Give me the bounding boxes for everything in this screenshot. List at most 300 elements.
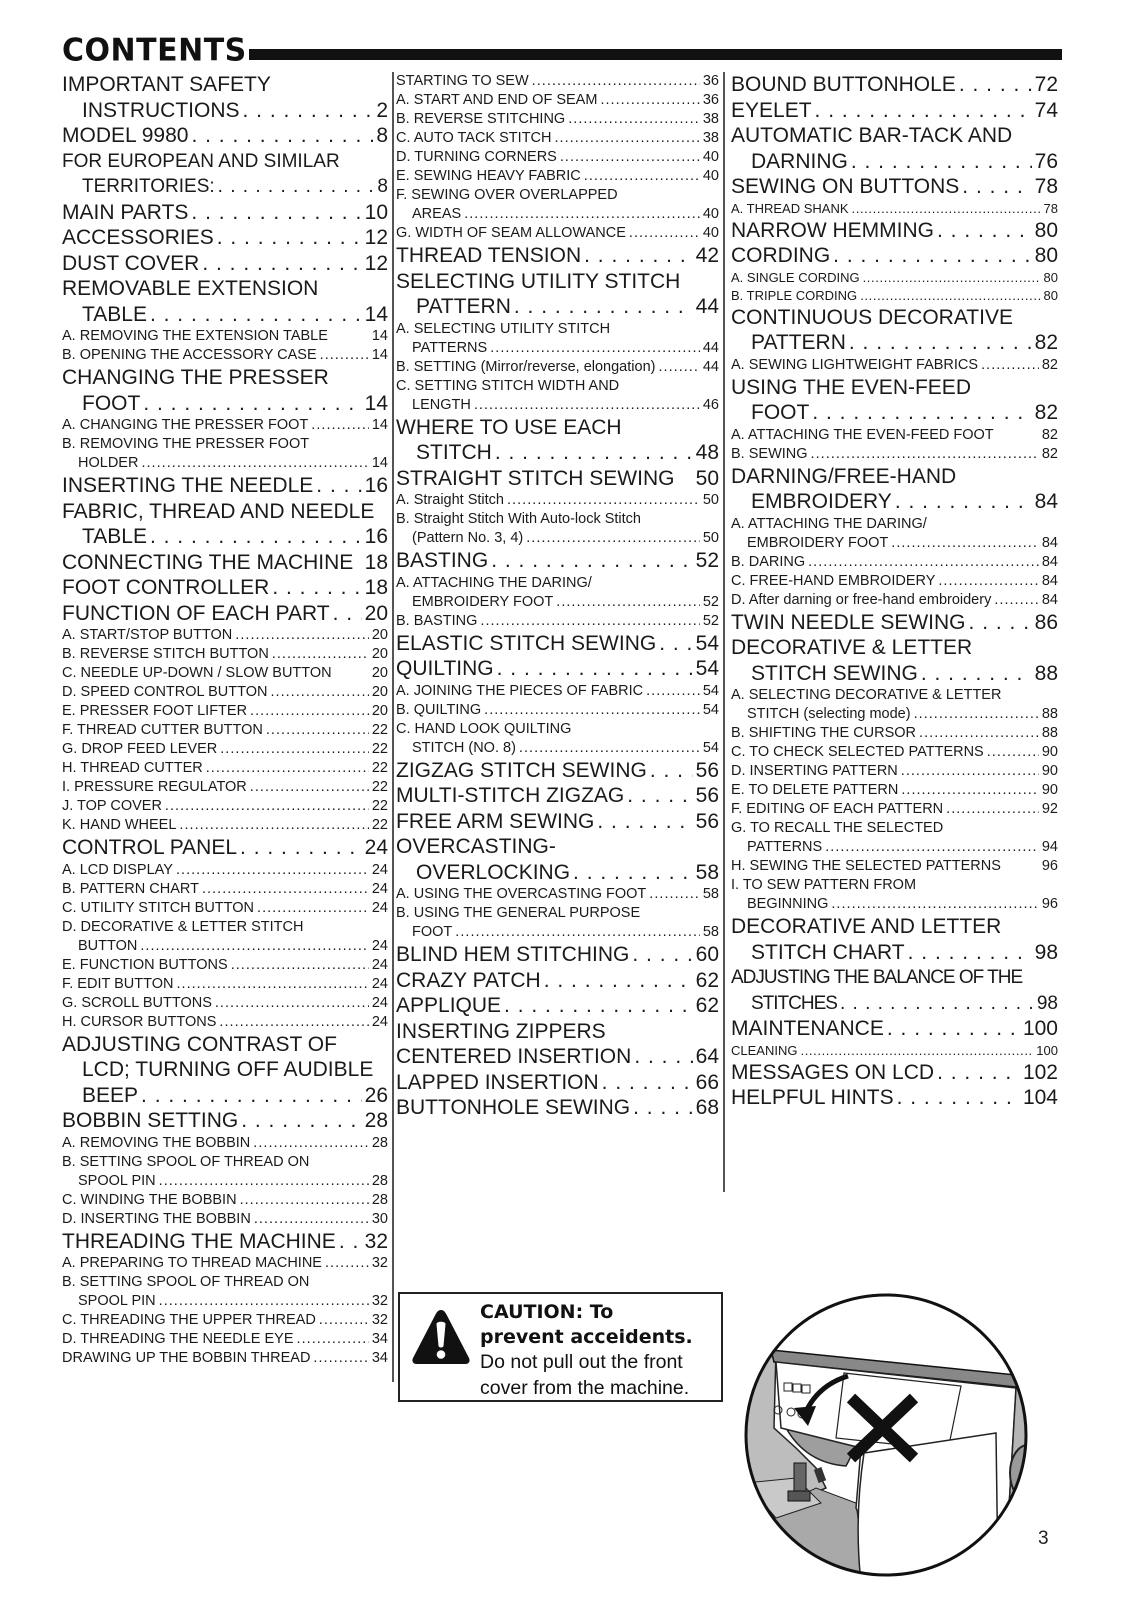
entry-title: E. TO DELETE PATTERN xyxy=(731,782,899,798)
toc-subsection-entry xyxy=(62,1349,388,1368)
entry-title: CENTERED INSERTION xyxy=(396,1045,632,1068)
entry-page-number: 34 xyxy=(371,1331,388,1347)
entry-page-number: 90 xyxy=(1041,763,1058,779)
toc-section-entry xyxy=(396,466,719,492)
entry-page-number: 54 xyxy=(695,657,719,680)
entry-page-number: 22 xyxy=(371,779,388,795)
toc-section-entry xyxy=(396,1044,719,1070)
dot-leader xyxy=(901,781,1039,800)
entry-page-number: 18 xyxy=(364,550,388,574)
toc-subsection-entry xyxy=(731,591,1058,610)
entry-title: EMBROIDERY FOOT xyxy=(412,593,554,610)
entry-page-number: 20 xyxy=(371,665,388,681)
toc-section-entry xyxy=(731,400,1058,426)
dot-leader xyxy=(316,473,361,499)
entry-page-number: 76 xyxy=(1034,149,1058,173)
toc-section-entry xyxy=(62,72,388,98)
dot-leader xyxy=(241,1108,361,1134)
entry-title: FOOT CONTROLLER xyxy=(62,576,270,599)
entry-title: STITCH CHART xyxy=(751,940,905,964)
entry-page-number: 44 xyxy=(702,339,719,356)
dot-leader xyxy=(240,1191,369,1210)
dot-leader xyxy=(491,548,692,574)
entry-title: B. OPENING THE ACCESSORY CASE xyxy=(62,347,317,363)
dot-leader xyxy=(808,553,1039,572)
toc-section-entry xyxy=(731,218,1058,244)
toc-section-entry xyxy=(396,993,719,1019)
entry-page-number: 20 xyxy=(371,646,388,662)
toc-section-entry xyxy=(62,473,388,499)
entry-title: OVERCASTING- xyxy=(396,835,556,858)
dot-leader xyxy=(250,702,369,721)
toc-section-entry xyxy=(62,123,388,149)
toc-section-entry xyxy=(396,440,719,466)
dot-leader xyxy=(908,940,1032,966)
entry-title: FOR EUROPEAN AND SIMILAR xyxy=(62,150,340,172)
entry-title: A. SINGLE CORDING xyxy=(731,269,860,285)
toc-section-entry xyxy=(62,524,388,550)
entry-title: B. BASTING xyxy=(396,612,478,629)
dot-leader xyxy=(849,330,1032,356)
toc-subsection-entry xyxy=(62,327,388,346)
toc-subsection-entry xyxy=(396,129,719,148)
dot-leader xyxy=(497,656,693,682)
entry-title: I. TO SEW PATTERN FROM xyxy=(731,877,917,893)
dot-leader xyxy=(272,575,361,601)
toc-section-entry xyxy=(731,330,1058,356)
entry-title: PATTERN xyxy=(416,295,511,318)
dot-leader xyxy=(831,895,1038,914)
entry-page-number: 54 xyxy=(695,631,719,655)
toc-subsection-entry xyxy=(396,574,719,593)
entry-title: CRAZY PATCH xyxy=(396,968,541,992)
toc-subsection-entry xyxy=(62,1273,388,1292)
entry-page-number: 22 xyxy=(371,760,388,776)
dot-leader xyxy=(514,294,693,320)
toc-subsection-entry xyxy=(396,682,719,701)
dot-leader xyxy=(143,391,361,417)
toc-section-entry xyxy=(731,635,1058,661)
dot-leader xyxy=(206,759,369,778)
toc-section-entry xyxy=(62,276,388,302)
toc-subsection-entry xyxy=(62,626,388,645)
entry-page-number: 20 xyxy=(371,703,388,719)
caution-box xyxy=(398,1292,723,1402)
entry-title: FABRIC, THREAD AND NEEDLE xyxy=(62,499,375,523)
entry-title: E. SEWING HEAVY FABRIC xyxy=(396,168,581,184)
entry-title: REMOVABLE EXTENSION xyxy=(62,277,319,300)
toc-section-entry xyxy=(396,243,719,269)
entry-title: HELPFUL HINTS xyxy=(731,1086,894,1109)
toc-section-entry xyxy=(62,174,388,200)
dot-leader xyxy=(895,489,1032,515)
entry-page-number: 38 xyxy=(702,130,719,146)
dot-leader xyxy=(987,743,1039,762)
entry-title: DARNING/FREE-HAND xyxy=(731,464,957,488)
entry-title: B. SEWING xyxy=(731,445,808,462)
entry-page-number: 100 xyxy=(1036,1042,1058,1058)
toc-section-entry xyxy=(731,123,1058,149)
entry-page-number: 100 xyxy=(1022,1017,1058,1040)
entry-title: B. REVERSE STITCHING xyxy=(396,111,566,127)
toc-column-left xyxy=(62,72,388,1368)
entry-page-number: 44 xyxy=(702,358,719,375)
entry-title: E. PRESSER FOOT LIFTER xyxy=(62,703,248,719)
dot-leader xyxy=(219,1013,368,1032)
entry-title: CONNECTING THE MACHINE xyxy=(62,550,354,574)
toc-subsection-entry xyxy=(62,1172,388,1191)
entry-title: SEWING ON BUTTONS xyxy=(731,175,960,198)
entry-page-number: 94 xyxy=(1041,839,1058,855)
entry-title: PATTERNS xyxy=(747,839,823,855)
toc-section-entry xyxy=(731,965,1058,991)
toc-subsection-entry xyxy=(62,664,388,683)
dot-leader xyxy=(959,72,1032,98)
toc-subsection-entry xyxy=(62,454,388,473)
entry-page-number: 52 xyxy=(695,549,719,572)
toc-subsection-entry xyxy=(62,721,388,740)
front-cover-illustration xyxy=(736,1288,1036,1583)
entry-title: DECORATIVE AND LETTER xyxy=(731,915,1002,938)
dot-leader xyxy=(140,937,369,956)
toc-subsection-entry xyxy=(396,110,719,129)
dot-leader xyxy=(994,591,1039,610)
entry-title: A. PREPARING TO THREAD MACHINE xyxy=(62,1255,322,1271)
entry-title: STITCH (selecting mode) xyxy=(747,706,911,722)
toc-subsection-entry xyxy=(62,994,388,1013)
entry-page-number: 66 xyxy=(695,1070,719,1094)
entry-page-number: 22 xyxy=(371,817,388,833)
toc-subsection-entry xyxy=(731,269,1058,287)
entry-title: C. SETTING STITCH WIDTH AND xyxy=(396,377,620,394)
entry-page-number: 50 xyxy=(702,530,719,546)
dot-leader xyxy=(202,880,369,899)
dot-leader xyxy=(507,491,700,510)
dot-leader xyxy=(825,838,1039,857)
dot-leader xyxy=(150,524,362,550)
entry-page-number: 26 xyxy=(364,1083,388,1107)
toc-section-entry xyxy=(731,375,1058,401)
entry-page-number: 98 xyxy=(1036,992,1058,1014)
entry-title: USING THE EVEN-FEED xyxy=(731,375,971,399)
toc-section-entry xyxy=(62,302,388,328)
entry-page-number: 32 xyxy=(371,1293,388,1309)
toc-section-entry xyxy=(62,550,388,576)
page-title: CONTENTS xyxy=(62,32,247,69)
entry-title: A. JOINING THE PIECES OF FABRIC xyxy=(396,682,644,699)
dot-leader xyxy=(191,123,373,149)
entry-page-number: 24 xyxy=(371,937,388,954)
entry-title: ADJUSTING CONTRAST OF xyxy=(62,1032,337,1056)
toc-section-entry xyxy=(62,499,388,525)
toc-section-entry xyxy=(396,758,719,784)
toc-subsection-entry xyxy=(731,800,1058,819)
entry-title: A. START/STOP BUTTON xyxy=(62,627,233,643)
entry-page-number: 36 xyxy=(702,92,719,108)
entry-page-number: 82 xyxy=(1034,331,1058,354)
entry-title: CONTROL PANEL xyxy=(62,836,238,859)
entry-title: DECORATIVE & LETTER xyxy=(731,636,973,659)
dot-leader xyxy=(526,529,700,548)
toc-subsection-entry xyxy=(731,426,1058,445)
entry-title: B. SETTING SPOOL OF THREAD ON xyxy=(62,1153,310,1170)
entry-page-number: 82 xyxy=(1041,445,1058,462)
entry-page-number: 24 xyxy=(371,861,388,878)
entry-title: SELECTING UTILITY STITCH xyxy=(396,269,681,293)
entry-title: QUILTING xyxy=(396,657,494,680)
entry-page-number: 86 xyxy=(1034,610,1058,634)
entry-title: STITCH (NO. 8) xyxy=(412,739,516,756)
entry-page-number: 40 xyxy=(702,168,719,184)
entry-page-number: 24 xyxy=(371,1013,388,1030)
dot-leader xyxy=(165,797,369,816)
dot-leader xyxy=(632,942,692,968)
toc-section-entry xyxy=(396,783,719,809)
entry-title: CONTINUOUS DECORATIVE xyxy=(731,305,1013,329)
entry-title: C. WINDING THE BOBBIN xyxy=(62,1191,237,1208)
entry-page-number: 56 xyxy=(695,809,719,833)
toc-subsection-entry xyxy=(396,593,719,612)
toc-section-entry xyxy=(62,1032,388,1058)
toc-section-entry xyxy=(731,243,1058,269)
toc-section-entry xyxy=(62,1108,388,1134)
toc-section-entry xyxy=(731,914,1058,940)
entry-page-number: 2 xyxy=(376,98,388,122)
caution-body-line2: cover from the machine. xyxy=(480,1376,690,1399)
entry-title: K. HAND WHEEL xyxy=(62,817,177,833)
toc-subsection-entry xyxy=(731,686,1058,705)
entry-title: AREAS xyxy=(412,206,462,222)
entry-page-number: 78 xyxy=(1034,175,1058,198)
entry-page-number: 48 xyxy=(695,441,719,464)
entry-title: TERRITORIES: xyxy=(82,176,215,197)
entry-title: LENGTH xyxy=(412,396,471,413)
dot-leader xyxy=(812,400,1031,426)
entry-title: D. DECORATIVE & LETTER STITCH xyxy=(62,918,304,935)
dot-leader xyxy=(659,631,692,657)
entry-page-number: 102 xyxy=(1022,1060,1058,1084)
entry-page-number: 88 xyxy=(1041,706,1058,722)
entry-page-number: 14 xyxy=(371,417,388,433)
entry-page-number: 28 xyxy=(364,1109,388,1132)
entry-title: A. START AND END OF SEAM xyxy=(396,92,598,108)
dot-leader xyxy=(887,1016,1020,1042)
entry-page-number: 8 xyxy=(376,124,388,147)
entry-page-number: 22 xyxy=(371,722,388,738)
entry-page-number: 56 xyxy=(695,758,719,782)
dot-leader xyxy=(243,98,374,124)
entry-page-number: 64 xyxy=(695,1045,719,1068)
toc-subsection-entry xyxy=(62,346,388,365)
entry-title: CLEANING xyxy=(731,1042,798,1058)
dot-leader xyxy=(159,1292,369,1311)
entry-title: MAINTENANCE xyxy=(731,1017,884,1040)
entry-title: B. REMOVING THE PRESSER FOOT xyxy=(62,436,310,452)
toc-subsection-entry xyxy=(731,705,1058,724)
entry-title: STITCH SEWING xyxy=(751,661,918,685)
dot-leader xyxy=(937,218,1032,244)
toc-subsection-entry xyxy=(62,956,388,975)
toc-subsection-entry xyxy=(396,904,719,923)
toc-subsection-entry xyxy=(62,918,388,937)
entry-title: A. Straight Stitch xyxy=(396,492,504,508)
entry-page-number: 46 xyxy=(702,396,719,413)
entry-title: A. USING THE OVERCASTING FOOT xyxy=(396,886,647,902)
entry-title: H. THREAD CUTTER xyxy=(62,760,203,776)
toc-column-middle xyxy=(396,72,719,1121)
toc-section-entry xyxy=(396,1019,719,1045)
dot-leader xyxy=(584,167,700,186)
column-divider-left xyxy=(392,72,394,1382)
toc-subsection-entry xyxy=(396,339,719,358)
entry-title: B. SETTING SPOOL OF THREAD ON xyxy=(62,1274,310,1290)
entry-title: PATTERNS xyxy=(412,339,488,356)
entry-title: C. HAND LOOK QUILTING xyxy=(396,720,572,737)
entry-page-number: 62 xyxy=(695,968,719,992)
entry-title: BUTTONHOLE SEWING xyxy=(396,1096,631,1119)
toc-subsection-entry xyxy=(396,396,719,415)
dot-leader xyxy=(266,721,369,740)
dot-leader xyxy=(815,98,1032,124)
entry-page-number: 54 xyxy=(702,682,719,699)
entry-page-number: 80 xyxy=(1034,244,1058,267)
toc-section-entry xyxy=(396,631,719,657)
entry-title: MULTI-STITCH ZIGZAG xyxy=(396,784,625,807)
dot-leader xyxy=(568,110,700,129)
entry-title: STRAIGHT STITCH SEWING xyxy=(396,466,675,490)
entry-page-number: 12 xyxy=(364,226,388,249)
entry-page-number: 28 xyxy=(371,1134,388,1151)
dot-leader xyxy=(176,861,369,880)
toc-subsection-entry xyxy=(62,778,388,797)
toc-section-entry xyxy=(731,1060,1058,1086)
dot-leader xyxy=(633,1095,693,1121)
entry-page-number: 104 xyxy=(1022,1086,1058,1109)
entry-page-number: 80 xyxy=(1043,269,1058,285)
toc-subsection-entry xyxy=(731,553,1058,572)
dot-leader xyxy=(455,923,700,942)
entry-title: G. TO RECALL THE SELECTED xyxy=(731,820,944,836)
entry-page-number: 16 xyxy=(364,525,388,548)
entry-page-number: 40 xyxy=(702,225,719,241)
entry-title: D. After darning or free-hand embroidery xyxy=(731,591,992,608)
toc-section-entry xyxy=(396,942,719,968)
toc-column-right xyxy=(731,72,1058,1111)
toc-subsection-entry xyxy=(62,740,388,759)
entry-title: IMPORTANT SAFETY xyxy=(62,73,271,96)
dot-leader xyxy=(159,1172,369,1191)
dot-leader xyxy=(253,1134,369,1153)
entry-page-number: 38 xyxy=(702,111,719,127)
toc-subsection-entry xyxy=(62,1013,388,1032)
toc-section-entry xyxy=(396,809,719,835)
entry-page-number: 32 xyxy=(371,1312,388,1328)
entry-title: A. ATTACHING THE EVEN-FEED FOOT xyxy=(731,426,994,443)
entry-title: A. SELECTING UTILITY STITCH xyxy=(396,320,611,337)
toc-section-entry xyxy=(62,225,388,251)
dot-leader xyxy=(254,1210,369,1229)
dot-leader xyxy=(811,445,1039,464)
entry-title: A. REMOVING THE BOBBIN xyxy=(62,1134,251,1151)
toc-section-entry xyxy=(62,200,388,226)
dot-leader xyxy=(474,396,700,415)
entry-title: B. REVERSE STITCH BUTTON xyxy=(62,646,269,662)
caution-text xyxy=(480,1294,693,1401)
entry-title: MODEL 9980 xyxy=(62,124,189,147)
entry-page-number: 24 xyxy=(371,880,388,897)
entry-page-number: 16 xyxy=(364,474,388,497)
dot-leader xyxy=(235,626,369,645)
dot-leader xyxy=(556,593,700,612)
entry-title: INSERTING THE NEEDLE xyxy=(62,474,314,497)
entry-title: H. SEWING THE SELECTED PATTERNS xyxy=(731,858,1001,874)
entry-page-number: 42 xyxy=(695,244,719,267)
entry-title: A. REMOVING THE EXTENSION TABLE xyxy=(62,328,328,344)
dot-leader xyxy=(937,1060,1020,1086)
entry-page-number: 14 xyxy=(364,302,388,326)
dot-leader xyxy=(600,91,699,110)
entry-page-number: 60 xyxy=(695,943,719,966)
entry-title: G. SCROLL BUTTONS xyxy=(62,994,212,1011)
entry-page-number: 56 xyxy=(695,784,719,807)
toc-subsection-entry xyxy=(396,186,719,205)
dot-leader xyxy=(179,816,368,835)
entry-page-number: 54 xyxy=(702,701,719,718)
toc-subsection-entry xyxy=(62,937,388,956)
dot-leader xyxy=(202,251,361,277)
dot-leader xyxy=(297,1330,369,1349)
entry-page-number: 68 xyxy=(695,1096,719,1119)
entry-title: E. FUNCTION BUTTONS xyxy=(62,956,228,973)
entry-page-number: 36 xyxy=(702,73,719,89)
entry-page-number: 88 xyxy=(1041,725,1058,741)
entry-page-number: 24 xyxy=(364,836,388,859)
toc-subsection-entry xyxy=(62,759,388,778)
toc-subsection-entry xyxy=(396,224,719,243)
entry-page-number: 58 xyxy=(702,886,719,902)
entry-title: INSERTING ZIPPERS xyxy=(396,1019,606,1043)
dot-leader xyxy=(840,991,1034,1017)
entry-page-number: 88 xyxy=(1034,661,1058,685)
entry-page-number: 90 xyxy=(1041,782,1058,798)
dot-leader xyxy=(969,610,1032,636)
toc-subsection-entry xyxy=(396,91,719,110)
dot-leader xyxy=(504,993,693,1019)
entry-title: C. UTILITY STITCH BUTTON xyxy=(62,899,255,916)
toc-section-entry xyxy=(62,365,388,391)
entry-page-number: 44 xyxy=(695,295,719,318)
toc-section-entry xyxy=(731,610,1058,636)
dot-leader xyxy=(480,612,699,631)
dot-leader xyxy=(544,968,693,994)
toc-subsection-entry xyxy=(731,534,1058,553)
entry-title: A. SEWING LIGHTWEIGHT FABRICS xyxy=(731,356,979,373)
dot-leader xyxy=(901,762,1039,781)
entry-page-number: 92 xyxy=(1041,801,1058,817)
dot-leader xyxy=(946,800,1039,819)
toc-subsection-entry xyxy=(396,320,719,339)
entry-title: FOOT xyxy=(751,401,810,424)
contents-header xyxy=(62,34,1062,68)
entry-title: B. DARING xyxy=(731,553,806,570)
entry-page-number: 20 xyxy=(371,684,388,700)
entry-page-number: 84 xyxy=(1041,534,1058,551)
toc-subsection-entry xyxy=(62,435,388,454)
toc-section-entry xyxy=(731,991,1058,1017)
dot-leader xyxy=(270,683,368,702)
dot-leader xyxy=(650,758,693,784)
entry-page-number: 12 xyxy=(364,251,388,275)
